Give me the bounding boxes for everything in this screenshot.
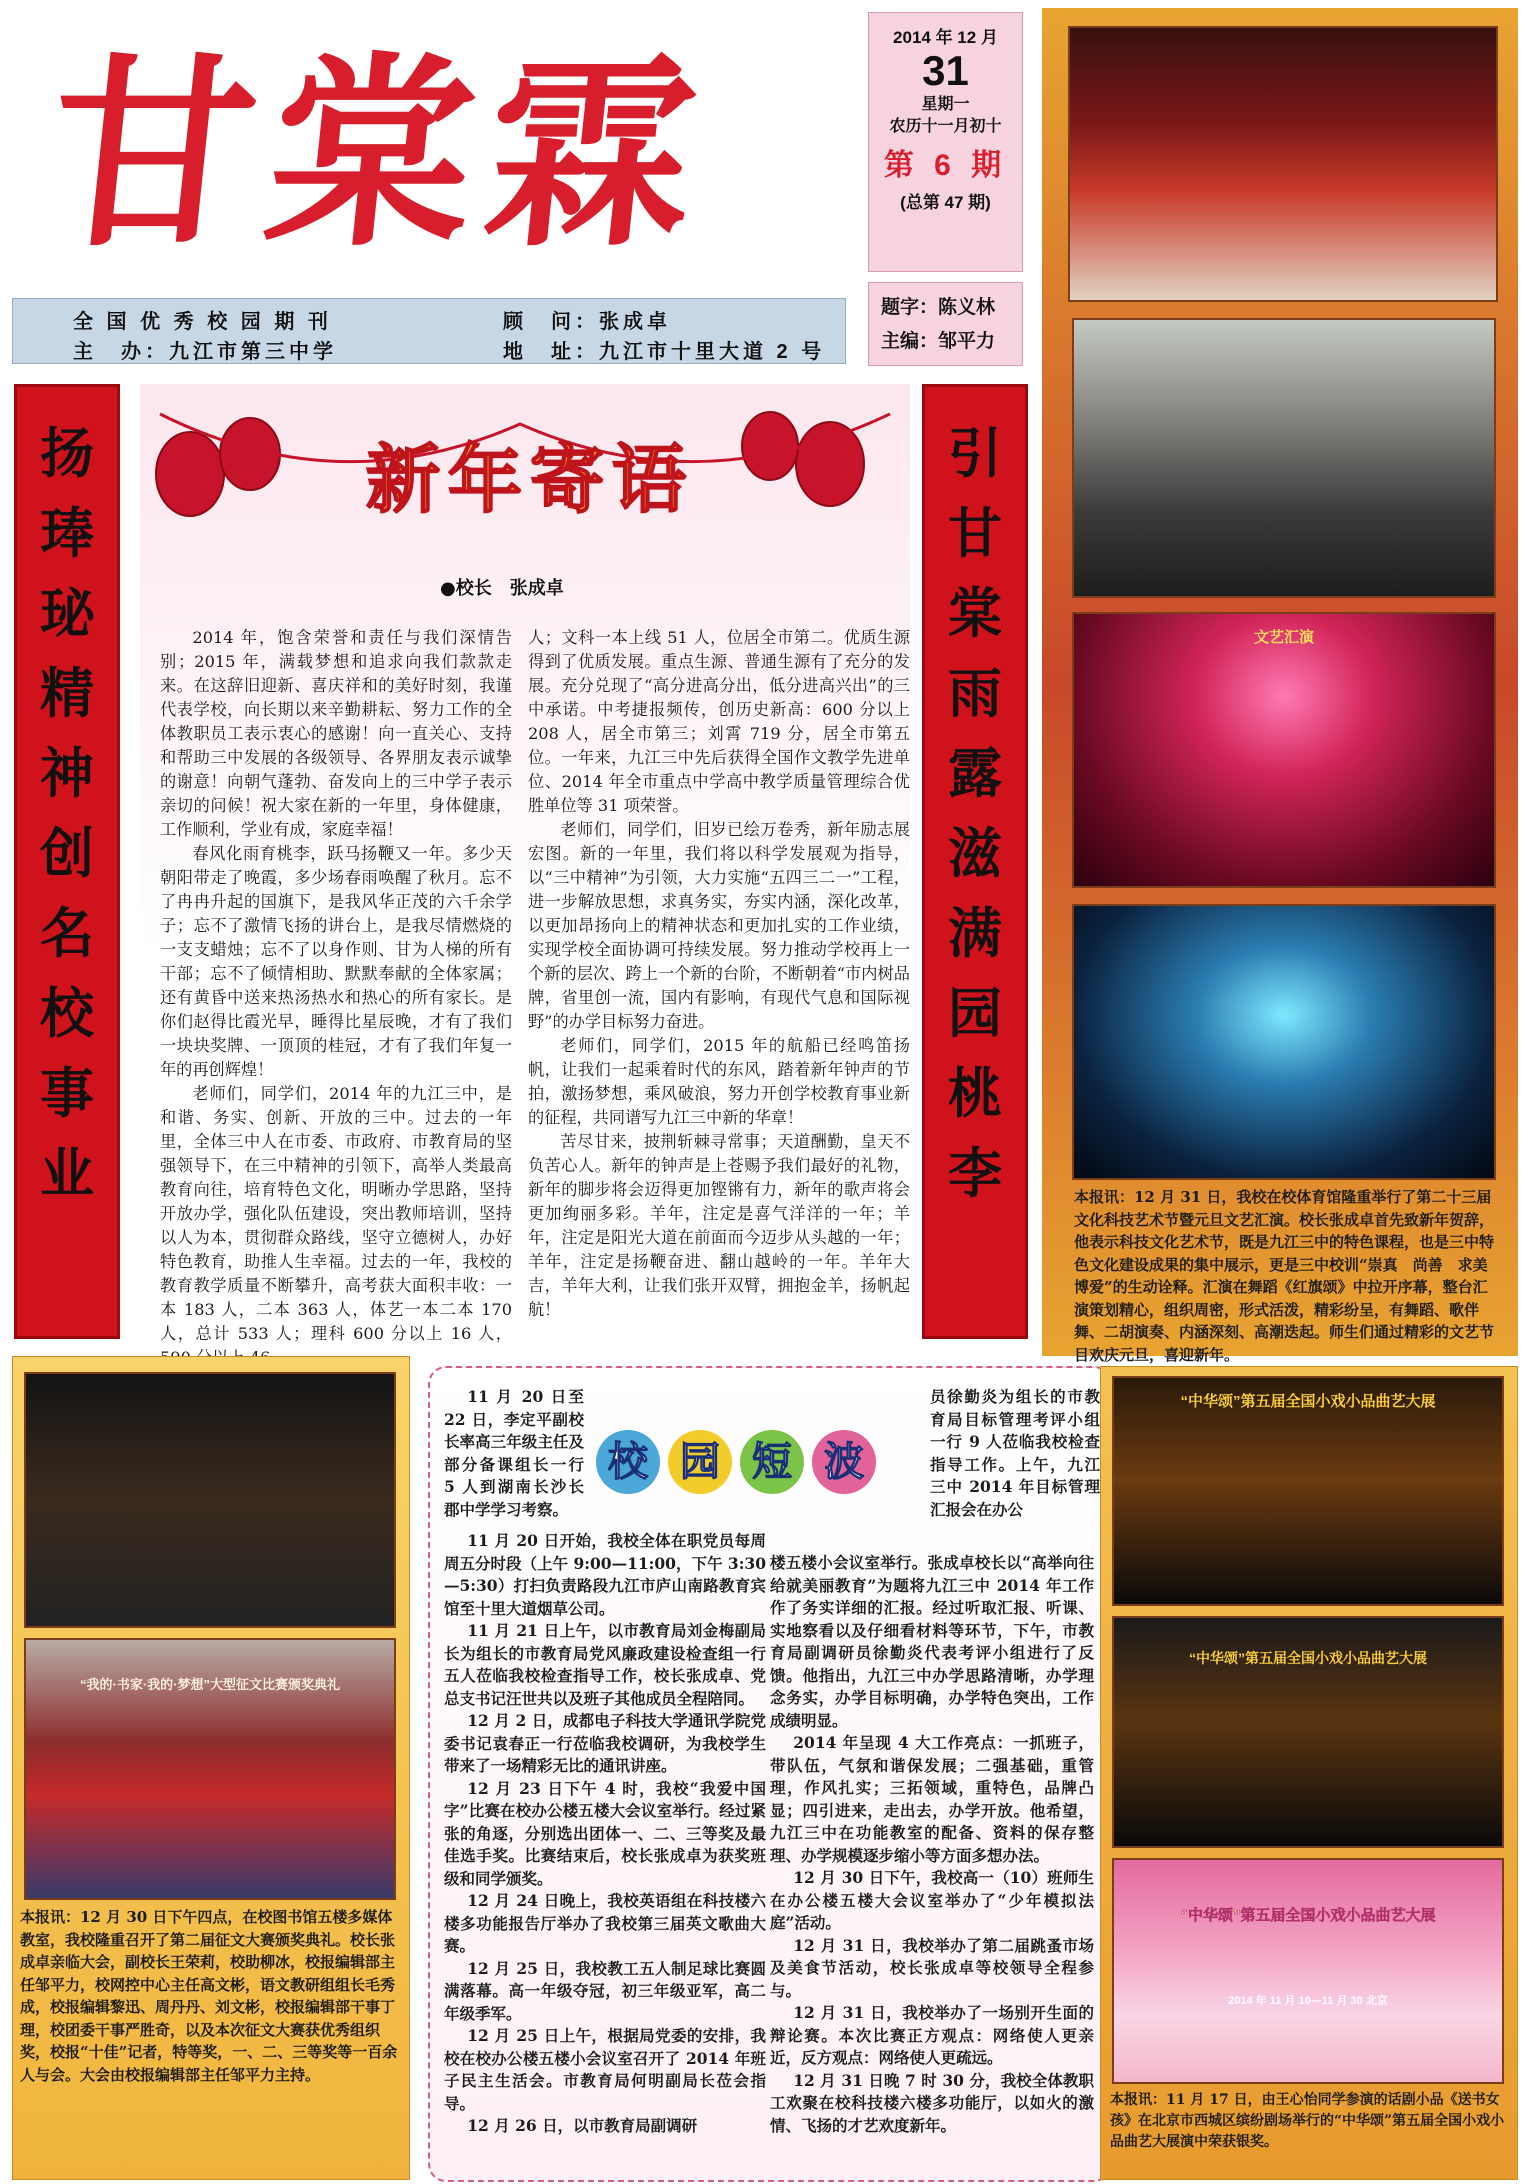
article-byline: ●校长 张成卓 <box>440 578 564 599</box>
news-column-right <box>770 1552 1094 2137</box>
article-title: 新年寄语 <box>366 437 694 523</box>
couplet-char: 桃 <box>948 1061 1002 1125</box>
news-heading-char: 校 <box>596 1430 660 1494</box>
left-couplet <box>14 384 120 1339</box>
ceremony-banner: “我的·书家·我的·梦想”大型征文比赛颁奖典礼 <box>80 1677 340 1692</box>
festival-date: 2014 年 11 月 10—11 月 30 北京 <box>1228 1995 1388 2007</box>
news-item: 楼五楼小会议室举行。张成卓校长以“高举向往给就美丽教育”为题将九江三中 2014 年工作作了务实详细的汇报。经过听取汇报、听课、实地察看以及仔细看材料等环节，下午，市教育局副调研员徐勤炎代表考评小组进行了反馈。他指出，九江三中办学思路清晰，办学理念务实，办学目标明确，办学特色突出，工作成绩明显。 <box>770 1553 1094 1730</box>
news-item: 12 月 31 日，我校举办了一场别开生面的辩论赛。本次比赛正方观点：网络使人更亲近，反方观点：网络使人更疏远。 <box>770 2003 1094 2067</box>
stage-banner: 文艺汇演 <box>1253 629 1314 646</box>
couplet-char: 甘 <box>948 501 1002 565</box>
sponsor: 主 办：九江市第三中学 <box>73 341 337 363</box>
masthead-title: 甘棠霖 <box>37 35 720 275</box>
date-year-month: 2014 年 12 月 <box>893 28 998 47</box>
news-item: 12 月 24 日晚上，我校英语组在科技楼六楼多功能报告厅举办了我校第三届英文歌曲大赛。 <box>444 1891 766 1955</box>
news-heading-char: 波 <box>812 1430 876 1494</box>
article-column-2 <box>528 626 910 1322</box>
date-day: 31 <box>922 47 969 94</box>
top-photo-caption: 本报讯：12 月 31 日，我校在校体育馆隆重举行了第二十三届文化科技艺术节暨元旦文艺汇演。校长张成卓首先致新年贺辞，他表示科技文化艺术节，既是九江三中的特色课程，也是三中特色文化建设成果的集中展示，更是三中校训“崇真 尚善 求美 博爱”的生动诠释。汇演在舞蹈《红旗颂》中拉开序幕，整台汇演策划精心，组织周密，形式活泼，精彩纷呈，有舞蹈、歌伴舞、二胡演奏、内涵深刻、高潮迭起。师生们通过精彩的文艺节目欢庆元旦，喜迎新年。 <box>1074 1188 1503 1364</box>
article-paragraph: 苦尽甘来，披荆斩棘寻常事；天道酬勤，皇天不负苦心人。新年的钟声是上苍赐予我们最好的礼物，新年的脚步将会迈得更加铿锵有力，新年的歌声将会更加绚丽多彩。羊年，注定是喜气洋洋的一年；羊年，注定是阳光大道在前面而今迈步从头越的一年；羊年，注定是扬鞭奋进、翻山越岭的一年。羊年大吉，羊年大利，让我们张开双臂，拥抱金羊，扬帆起航！ <box>528 1132 910 1319</box>
news-item: 11 月 20 日至 22 日，李定平副校长率高三年级主任及部分备课组长一行 5 人到湖南长沙长郡中学学习考察。 <box>444 1387 584 1519</box>
article-paragraph: 2014 年，饱含荣誉和责任与我们深情告别；2015 年，满载梦想和追求向我们款款走来。在这辞旧迎新、喜庆祥和的美好时刻，我谨代表学校，向长期以来辛勤耕耘、努力工作的全体教职员工表示衷心的感谢！向一直关心、支持和帮助三中发展的各级领导、各界朋友表示诚挚的谢意！向朝气蓬勃、奋发向上的三中学子表示亲切的问候！祝大家在新的一年里，身体健康，工作顺利，学业有成，家庭幸福！ <box>160 628 512 839</box>
dance-performance-photo <box>1072 612 1496 888</box>
news-item: 2014 年呈现 4 大工作亮点：一抓班子，带队伍，气氛和谐保发展；二强基础，重管理，作风扎实；三拓领域，重特色，品牌凸显；四引进来，走出去，办学开放。他希望，九江三中在功能教室的配备、资料的保存整理、办学规模逐步缩小等方面多想办法。 <box>770 1733 1094 1865</box>
news-item: 12 月 25 日，我校教工五人制足球比赛圆满落幕。高一年级夺冠，初三年级亚军，高二年级季军。 <box>444 1958 766 2023</box>
date-weekday: 星期一 <box>921 96 970 113</box>
tagline: 全 国 优 秀 校 园 期 刊 <box>73 311 332 333</box>
news-heading-char: 短 <box>740 1430 804 1494</box>
couplet-char: 满 <box>948 901 1002 965</box>
news-heading-char: 园 <box>668 1430 732 1494</box>
total-issue: (总第 47 期) <box>900 193 991 212</box>
couplet-char: 滋 <box>948 821 1002 885</box>
festival-banner-2: “中华颂”第五届全国小戏小品曲艺大展 <box>1189 1650 1427 1666</box>
article-paragraph: 老师们，同学们，2015 年的航船已经鸣笛扬帆，让我们一起乘着时代的东风，踏着新年钟声的节拍，激扬梦想，乘风破浪，努力开创学校教育事业新的征程，共同谱写九江三中新的华章！ <box>528 1036 910 1127</box>
chief-editor: 主编：邹平力 <box>881 331 996 352</box>
festival-banner-1: “中华颂”第五届全国小戏小品曲艺大展 <box>1180 1393 1436 1410</box>
drum-audience-photo <box>1072 318 1496 598</box>
news-item: 12 月 2 日，成都电子科技大学通讯学院党委书记袁春正一行莅临我校调研，为我校学生带来了一场精彩无比的通讯讲座。 <box>444 1711 766 1775</box>
couplet-char: 琫 <box>40 501 94 565</box>
news-column-left <box>444 1530 766 2138</box>
right-couplet <box>922 384 1028 1339</box>
issue-number: 第 6 期 <box>883 149 1008 182</box>
news-item: 12 月 23 日下午 4 时，我校“我爱中国字”比赛在校办公楼五楼大会议室举行。经过紧张的角逐，分别选出团体一、二、三等奖及最佳选手奖。比赛结束后，校长张成卓为获奖班级和同学颁奖。 <box>444 1778 766 1888</box>
news-item: 12 月 31 日，我校举办了第二届跳蚤市场及美食节活动，校长张成卓等校领导全程参与。 <box>770 1935 1094 2000</box>
right-photo-caption: 本报讯：11 月 17 日，由王心怡同学参演的话剧小品《送书女孩》在北京市西城区缤纷剧场举行的“中华颂”第五届全国小戏小品曲艺大展演中荣获银奖。 <box>1110 2092 1505 2150</box>
left-photo-caption: 本报讯：12 月 30 日下午四点，在校图书馆五楼多媒体教室，我校隆重召开了第二届征文大赛颁奖典礼。校长张成卓亲临大会，副校长王荣莉，校助柳冰，校报编辑部主任邹平力，校网控中心主任高文彬，语文教研组组长毛秀成，校报编辑黎迅、周丹丹、刘文彬，校报编辑部干事丁理，校团委干事严胜奇，以及本次征文大赛获优秀组织奖，校报“十佳”记者，特等奖，一、二、三等奖等一百余人与会。大会由校报编辑部主任邹平力主持。 <box>20 1908 398 2084</box>
lantern-icon <box>156 432 224 516</box>
article-paragraph: 人；文科一本上线 51 人，位居全市第二。优质生源得到了优质发展。重点生源、普通生源有了充分的发展。充分兑现了“高分进高分出，低分进高兴出”的三中承诺。中考捷报频传，创历史新高：600 分以上 208 人，居全市第三；刘霄 719 分，居全市第五位。一年来，九江三中先后获得全国作文教学先进单位、2014 年全市重点中学高中教学质量管理综合优胜单位等 31 项荣誉。 <box>528 628 910 815</box>
couplet-char: 事 <box>40 1061 94 1125</box>
couplet-char: 名 <box>40 901 94 965</box>
festival-banner-3: “中华颂”第五届全国小戏小品曲艺大展 <box>1180 1907 1436 1924</box>
couplet-char: 扬 <box>40 421 94 485</box>
theater-stage-photo-1 <box>1112 1376 1504 1606</box>
news-item-intro <box>444 1386 584 1521</box>
info-bar <box>12 298 846 364</box>
news-item: 12 月 25 日上午，根据局党委的安排，我校在校办公楼五楼小会议室召开了 2014 年班子民主生活会。市教育局何明副局长莅会指导。 <box>444 2026 766 2113</box>
news-item: 12 月 30 日下午，我校高一（10）班师生在办公楼五楼大会议室举办了“少年模拟法庭”活动。 <box>770 1868 1094 1932</box>
couplet-char: 引 <box>948 421 1002 485</box>
date-box <box>868 12 1023 272</box>
couplet-char: 校 <box>40 981 94 1045</box>
theater-stage-photo-2 <box>1112 1616 1504 1848</box>
advisor: 顾 问：张成卓 <box>503 311 671 333</box>
article-paragraph: 老师们，同学们，旧岁已绘万卷秀，新年励志展宏图。新的一年里，我们将以科学发展观为指导，以“三中精神”为引领，大力实施“五四三二一”工程，进一步解放思想，求真务实，夯实内涵，深化改革，以更加昂扬向上的精神状态和更加扎实的工作业绩，实现学校全面协调可持续发展。努力推动学校再上一个新的层次、跨上一个新的台阶，不断朝着“市内树品牌，省里创一流，国内有影响，有现代气息和国际视野”的办学目标努力奋进。 <box>528 820 910 1031</box>
news-column-right-top: 员徐勤炎为组长的市教育局目标管理考评小组一行 9 人莅临我校检查指导工作。上午，九江三中 2014 年目标管理汇报会在办公 <box>930 1387 1100 1519</box>
stage-lights-photo <box>1072 904 1496 1180</box>
couplet-char: 神 <box>40 741 94 805</box>
couplet-char: 李 <box>948 1141 1002 1205</box>
couplet-char: 园 <box>948 981 1002 1045</box>
date-lunar: 农历十一月初十 <box>889 118 1002 135</box>
couplet-char: 业 <box>40 1141 94 1205</box>
couplet-char: 雨 <box>948 661 1002 725</box>
festival-backdrop-photo <box>1112 1858 1504 2084</box>
article-paragraph: 春风化雨育桃李，跃马扬鞭又一年。多少天朝阳带走了晚霞，多少场春雨唤醒了秋月。忘不了冉冉升起的国旗下，是我风华正茂的六千余学子；忘不了激情飞扬的讲台上，是我尽情燃烧的一支支蜡烛；忘不了以身作则、甘为人梯的所有干部；忘不了倾情相助、默默奉献的全体家属；还有黄昏中送来热汤热水和热心的所有家长。是你们赵得比霞光早，睡得比星辰晚，才有了我们一块块奖牌、一顶顶的桂冠，才有了我们年复一年的再创辉煌！ <box>160 844 512 1079</box>
news-item: 11 月 20 日开始，我校全体在职党员每周周五分时段（上午 9:00—11:00，下午 3:30—5:30）打扫负责路段九江市庐山南路教育宾馆至十里大道烟草公司。 <box>444 1531 766 1618</box>
calligraphy-credit: 题字：陈义林 <box>881 297 996 318</box>
couplet-char: 创 <box>40 821 94 885</box>
news-item: 12 月 31 日晚 7 时 30 分，我校全体教职工欢聚在校科技楼六楼多功能厅，以如火的激情、飞扬的才艺欢度新年。 <box>770 2070 1094 2135</box>
lantern-icon <box>796 422 864 506</box>
article-column-1 <box>160 626 512 1370</box>
news-item: 12 月 26 日，以市教育局副调研 <box>467 2116 698 2135</box>
couplet-char: 精 <box>40 661 94 725</box>
award-handover-photo <box>24 1372 396 1628</box>
couplet-char: 棠 <box>948 581 1002 645</box>
article-paragraph: 老师们，同学们，2014 年的九江三中，是和谐、务实、创新、开放的三中。过去的一年里，全体三中人在市委、市政府、市教育局的坚强领导下，在三中精神的引领下，高举人类最高教育向往，培育特色文化，明晰办学思路，坚持开放办学，强化队伍建设，突出教师培训，坚持以人为本，贯彻群众路线，坚守立德树人，办好特色教育，助推人生幸福。过去的一年，我校的教育教学质量不断攀升，高考获大面积丰收：一本 183 人，二本 363 人，体艺一本二本 170 人，总计 533 人；理科 600 分以上 16 人， <box>160 1084 512 1343</box>
address: 地 址：九江市十里大道 2 号 <box>503 341 826 363</box>
couplet-char: 珌 <box>40 581 94 645</box>
award-ceremony-photo <box>24 1638 396 1900</box>
group-photo-stage <box>1068 26 1498 302</box>
couplet-char: 露 <box>948 741 1002 805</box>
editor-box <box>868 282 1023 366</box>
news-item: 11 月 21 日上午，以市教育局刘金梅副局长为组长的市教育局党风廉政建设检查组一行五人莅临我校检查指导工作，校长张成卓、党总支书记汪世共以及班子其他成员全程陪同。 <box>444 1621 766 1708</box>
